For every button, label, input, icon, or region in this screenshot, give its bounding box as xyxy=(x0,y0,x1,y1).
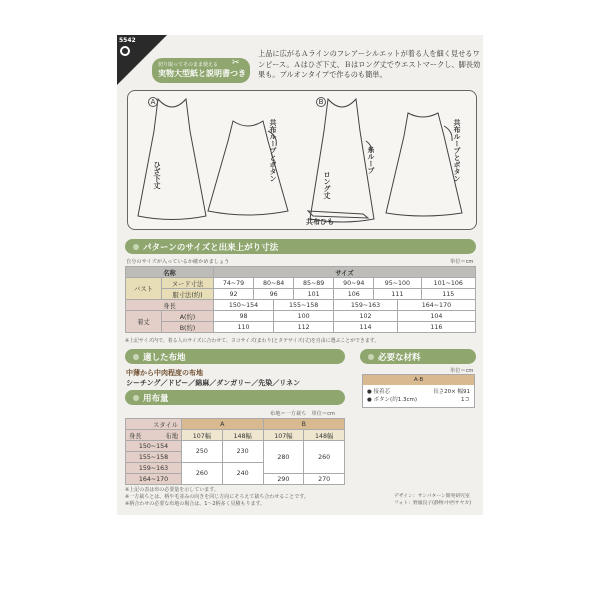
cell: 111 xyxy=(374,289,421,300)
note: ※上記の表は布の必要量を示しています。 xyxy=(125,487,219,493)
cell: 110 xyxy=(214,322,274,333)
row-bust: バスト xyxy=(126,278,162,300)
cell: 80~84 xyxy=(254,278,294,289)
cell: 92 xyxy=(214,289,254,300)
size-section-title: パターンのサイズと出来上がり寸法 xyxy=(143,243,279,253)
cell: 102 xyxy=(334,311,398,322)
row-height: 身長 xyxy=(126,300,214,311)
materials-unit: 単位＝cm xyxy=(450,368,474,374)
size-table xyxy=(125,266,476,333)
yardage-section-header xyxy=(125,390,345,405)
h-height: 身長 xyxy=(129,432,142,440)
row-height: 155~158 xyxy=(126,452,182,463)
credit-photo: フォト：野頭良子(静物:中西サヤカ) xyxy=(394,501,472,506)
scissors-icon: ✂ xyxy=(232,58,240,68)
cell: 250 xyxy=(182,441,223,463)
row-length: 着丈 xyxy=(126,311,162,333)
size-note: 自分のサイズが入っているか確かめましょう xyxy=(126,259,230,265)
label-loop-button-a: 共布ループとボタン xyxy=(269,119,277,182)
material-item xyxy=(367,388,470,396)
material-name: ● ボタン(約1.3cm) xyxy=(367,397,417,403)
h-width: 148幅 xyxy=(304,430,345,441)
h-name: 名称 xyxy=(126,267,214,278)
badge-small: 切り取ってそのまま使える xyxy=(158,62,219,68)
note: ※一方裁ちとは、柄や毛並みの向きを同じ方向にそろえて裁ち合わせることです。 xyxy=(125,494,309,500)
fabric-section-title: 適した布地 xyxy=(143,353,186,363)
label-tie: 共布ひも xyxy=(306,218,334,226)
row-a: A(約) xyxy=(162,311,214,322)
credit-design: デザイン：サンパターン開発研究室 xyxy=(394,494,470,499)
fabric-list: シーチング／ドビー／綿麻／ダンガリー／先染／リネン xyxy=(126,379,301,387)
material-value: 1コ xyxy=(461,397,470,403)
dress-drawings xyxy=(128,91,478,231)
cell: 155~158 xyxy=(274,300,334,311)
material-value: 長さ20× 幅91 xyxy=(433,389,470,395)
cell: 159~163 xyxy=(334,300,398,311)
style-b-mark: B xyxy=(316,97,326,107)
cell: 230 xyxy=(222,441,263,463)
label-long-length: ロング丈 xyxy=(323,171,331,199)
cell: 164~170 xyxy=(397,300,475,311)
h-style-a: A xyxy=(182,419,264,430)
cell: 270 xyxy=(304,474,345,485)
illustration-panel xyxy=(127,90,477,230)
label-thread-loop: 糸ループ xyxy=(367,146,375,174)
note: ※柄合わせの必要な布地の場合は、1～2柄多く見積もります。 xyxy=(125,501,266,507)
cell: 290 xyxy=(263,474,304,485)
materials-section-header xyxy=(360,349,476,364)
cell: 98 xyxy=(214,311,274,322)
cell: 104 xyxy=(397,311,475,322)
h-width: 148幅 xyxy=(222,430,263,441)
cell: 280 xyxy=(263,441,304,474)
cell: 95~100 xyxy=(374,278,421,289)
row-b: B(約) xyxy=(162,322,214,333)
materials-header: A·B xyxy=(363,375,474,385)
row-height: 164~170 xyxy=(126,474,182,485)
size-footnote: ※上記サイズ内で、着る人のサイズに合わせて、ヨコサイズ(まわり)とタテサイズ(丈)を自由に選ぶことができます。 xyxy=(125,338,380,344)
size-unit: 単位＝cm xyxy=(450,259,474,265)
badge-big: 実物大型紙と説明書つき xyxy=(158,69,246,78)
label-knee-length: ひざ下丈 xyxy=(153,161,161,189)
cell: 101~106 xyxy=(421,278,476,289)
cell: 85~89 xyxy=(294,278,334,289)
cell: 114 xyxy=(334,322,398,333)
cell: 260 xyxy=(304,441,345,474)
cell: 115 xyxy=(421,289,476,300)
row-height: 159~163 xyxy=(126,463,182,474)
materials-section-title: 必要な材料 xyxy=(378,353,421,363)
row-nude: ヌード寸法 xyxy=(162,278,214,289)
cell: 240 xyxy=(222,463,263,485)
yardage-section-title: 用布量 xyxy=(143,394,169,404)
cell: 90~94 xyxy=(334,278,374,289)
cell: 112 xyxy=(274,322,334,333)
h-size: サイズ xyxy=(214,267,476,278)
fabric-heading: 中薄から中肉程度の布地 xyxy=(126,369,203,377)
cell: 96 xyxy=(254,289,294,300)
row-height: 150~154 xyxy=(126,441,182,452)
credits xyxy=(394,493,471,507)
material-item xyxy=(367,396,470,404)
cell: 260 xyxy=(182,463,223,485)
cell: 100 xyxy=(274,311,334,322)
fabric-section-header xyxy=(125,349,345,364)
h-width: 107幅 xyxy=(182,430,223,441)
size-section-header xyxy=(125,239,476,254)
h-width: 107幅 xyxy=(263,430,304,441)
row-garment: 服寸法(約) xyxy=(162,289,214,300)
h-style: スタイル xyxy=(126,419,182,430)
cell: 150~154 xyxy=(214,300,274,311)
cell: 116 xyxy=(397,322,475,333)
yardage-table xyxy=(125,418,345,485)
yardage-notes xyxy=(125,487,309,508)
cell: 106 xyxy=(334,289,374,300)
yardage-note: 布地＝一方裁ち 単位＝cm xyxy=(270,411,335,417)
cell: 74~79 xyxy=(214,278,254,289)
pattern-number: 5542 xyxy=(119,37,136,44)
materials-table xyxy=(362,374,475,408)
style-a-mark: A xyxy=(148,97,158,107)
brand-logo-icon xyxy=(120,46,130,56)
material-name: ● 接着芯 xyxy=(367,389,391,395)
description: 上品に広がるＡラインのフレアーシルエットが着る人を細く見せるワンピース。Ａはひざ下丈、Ｂはロング丈でウエストマークし、脚長効果も。プルオンタイプで作るのも簡単。 xyxy=(258,49,481,79)
label-loop-button-b: 共布ループとボタン xyxy=(453,119,461,182)
cell: 101 xyxy=(294,289,334,300)
h-style-b: B xyxy=(263,419,345,430)
h-fabric: 布地 xyxy=(165,432,178,440)
